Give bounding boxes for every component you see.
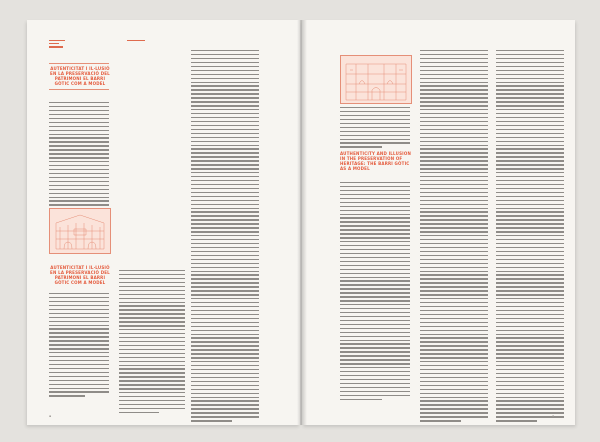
left-column-1-text-block — [49, 102, 109, 212]
right-column-3-text-block — [496, 50, 564, 424]
middle-column-lower-text — [340, 182, 410, 403]
left-article-heading-repeat: AUTENTICITAT I IL·LUSIÓ EN LA PRESERVACIÓ DEL PATRIMONI EL BARRI GÒTIC COM A MODEL — [50, 265, 110, 285]
middle-facade-engraving-graphic — [341, 56, 411, 103]
right-article-heading: AUTHENTICITY AND ILLUSION IN THE PRESERVATION OF HERITAGE: THE BARRI GÒTIC AS A MODEL — [340, 151, 411, 171]
left-architectural-drawing-graphic — [50, 209, 110, 253]
spread-gutter — [297, 20, 307, 425]
left-heading-top-rule — [49, 63, 109, 64]
magazine-spread — [27, 20, 575, 435]
left-page — [27, 20, 300, 425]
left-column-2-text-block — [119, 270, 185, 416]
left-page-number: ▪ — [49, 414, 52, 418]
right-column-2-text-block — [420, 50, 488, 424]
left-page-section-meta — [127, 40, 145, 41]
left-architectural-drawing — [49, 208, 111, 254]
right-page — [302, 20, 575, 425]
left-page-meta — [49, 40, 65, 48]
middle-column-caption-text — [340, 107, 410, 150]
middle-facade-engraving — [340, 55, 412, 104]
left-column-3-upper-text — [191, 50, 259, 424]
right-page-number: ▪ — [552, 414, 555, 418]
left-article-heading: AUTENTICITAT I IL·LUSIÓ EN LA PRESERVACIÓ DEL PATRIMONI EL BARRI GÒTIC COM A MODEL — [50, 66, 110, 86]
left-heading-bottom-rule — [49, 89, 109, 90]
left-column-1-lower-text — [49, 293, 109, 399]
